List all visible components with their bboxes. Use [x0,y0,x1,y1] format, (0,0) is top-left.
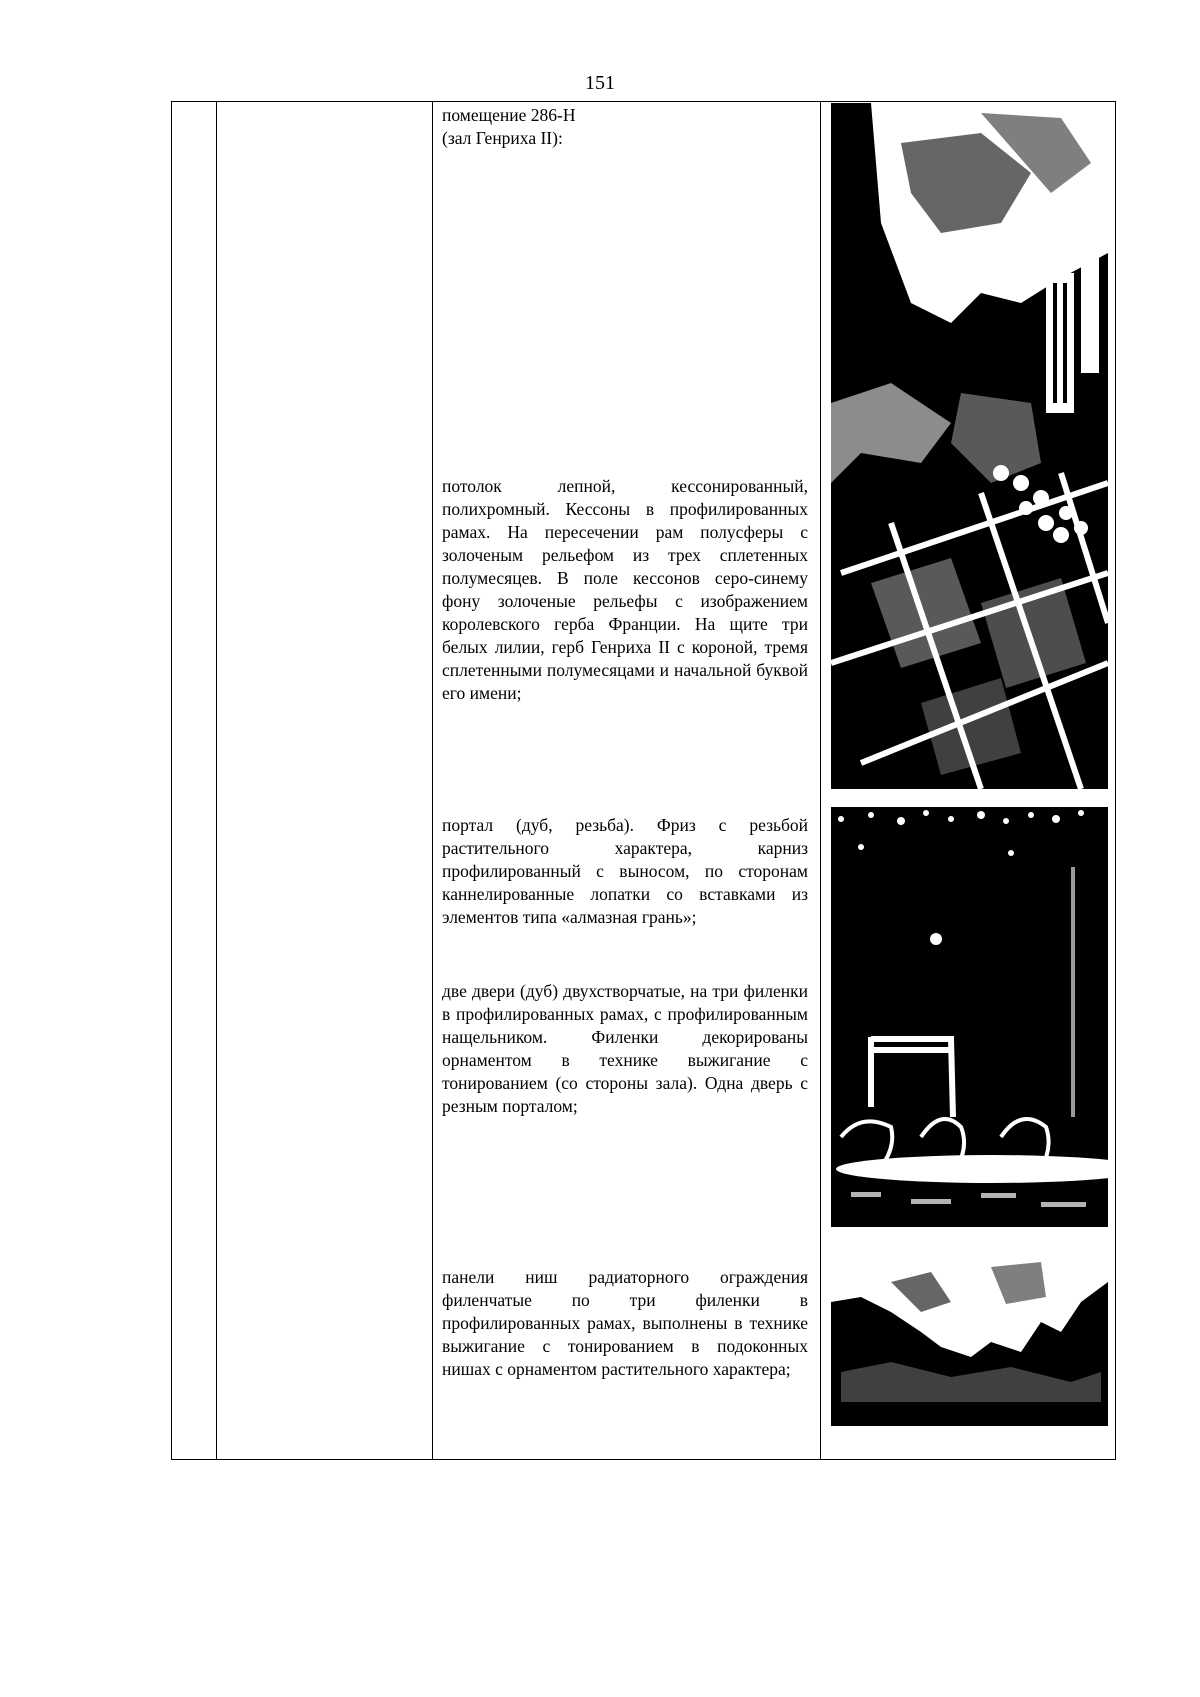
paragraph-portal: портал (дуб, резьба). Фриз с резьбой растительного характера, карниз профилированный с выносом, по сторонам каннелированные лопатки со вставками из элементов типа «алмазная грань»; [442,815,808,927]
room-heading [442,104,808,150]
description-table [171,101,1116,1460]
ceiling-photo [831,103,1108,789]
column-divider-3 [820,102,821,1459]
paragraph-panels: панели ниш радиаторного ограждения филенчатые по три филенки в профилированных рамах, выполнены в технике выжигание с тонированием в подоконных нишах с орнаментом растительного характера; [442,1267,808,1379]
radiator-panel-photo [831,1242,1108,1426]
page-number: 151 [585,72,615,94]
room-subtitle: (зал Генриха II): [442,128,563,148]
portal-photo [831,807,1108,1227]
paragraph-doors: две двери (дуб) двухстворчатые, на три филенки в профилированных рамах, с профилированным нащельником. Филенки декорированы орнаментом в технике выжигание с тонированием (со стороны зала). Одна дверь с резным порталом; [442,981,808,1116]
paragraph-ceiling: потолок лепной, кессонированный, полихромный. Кессоны в профилированных рамах. На пересечении рам полусферы с золоченым рельефом из трех сплетенных полумесяцев. В поле кессонов серо-синему фону золоченые рельефы с изображением королевского герба Франции. На щите три белых лилии, герб Генриха II с короной, тремя сплетенными полумесяцами и начальной буквой его имени; [442,476,808,703]
column-divider-2 [432,102,433,1459]
column-divider-1 [216,102,217,1459]
room-title: помещение 286-Н [442,105,576,125]
